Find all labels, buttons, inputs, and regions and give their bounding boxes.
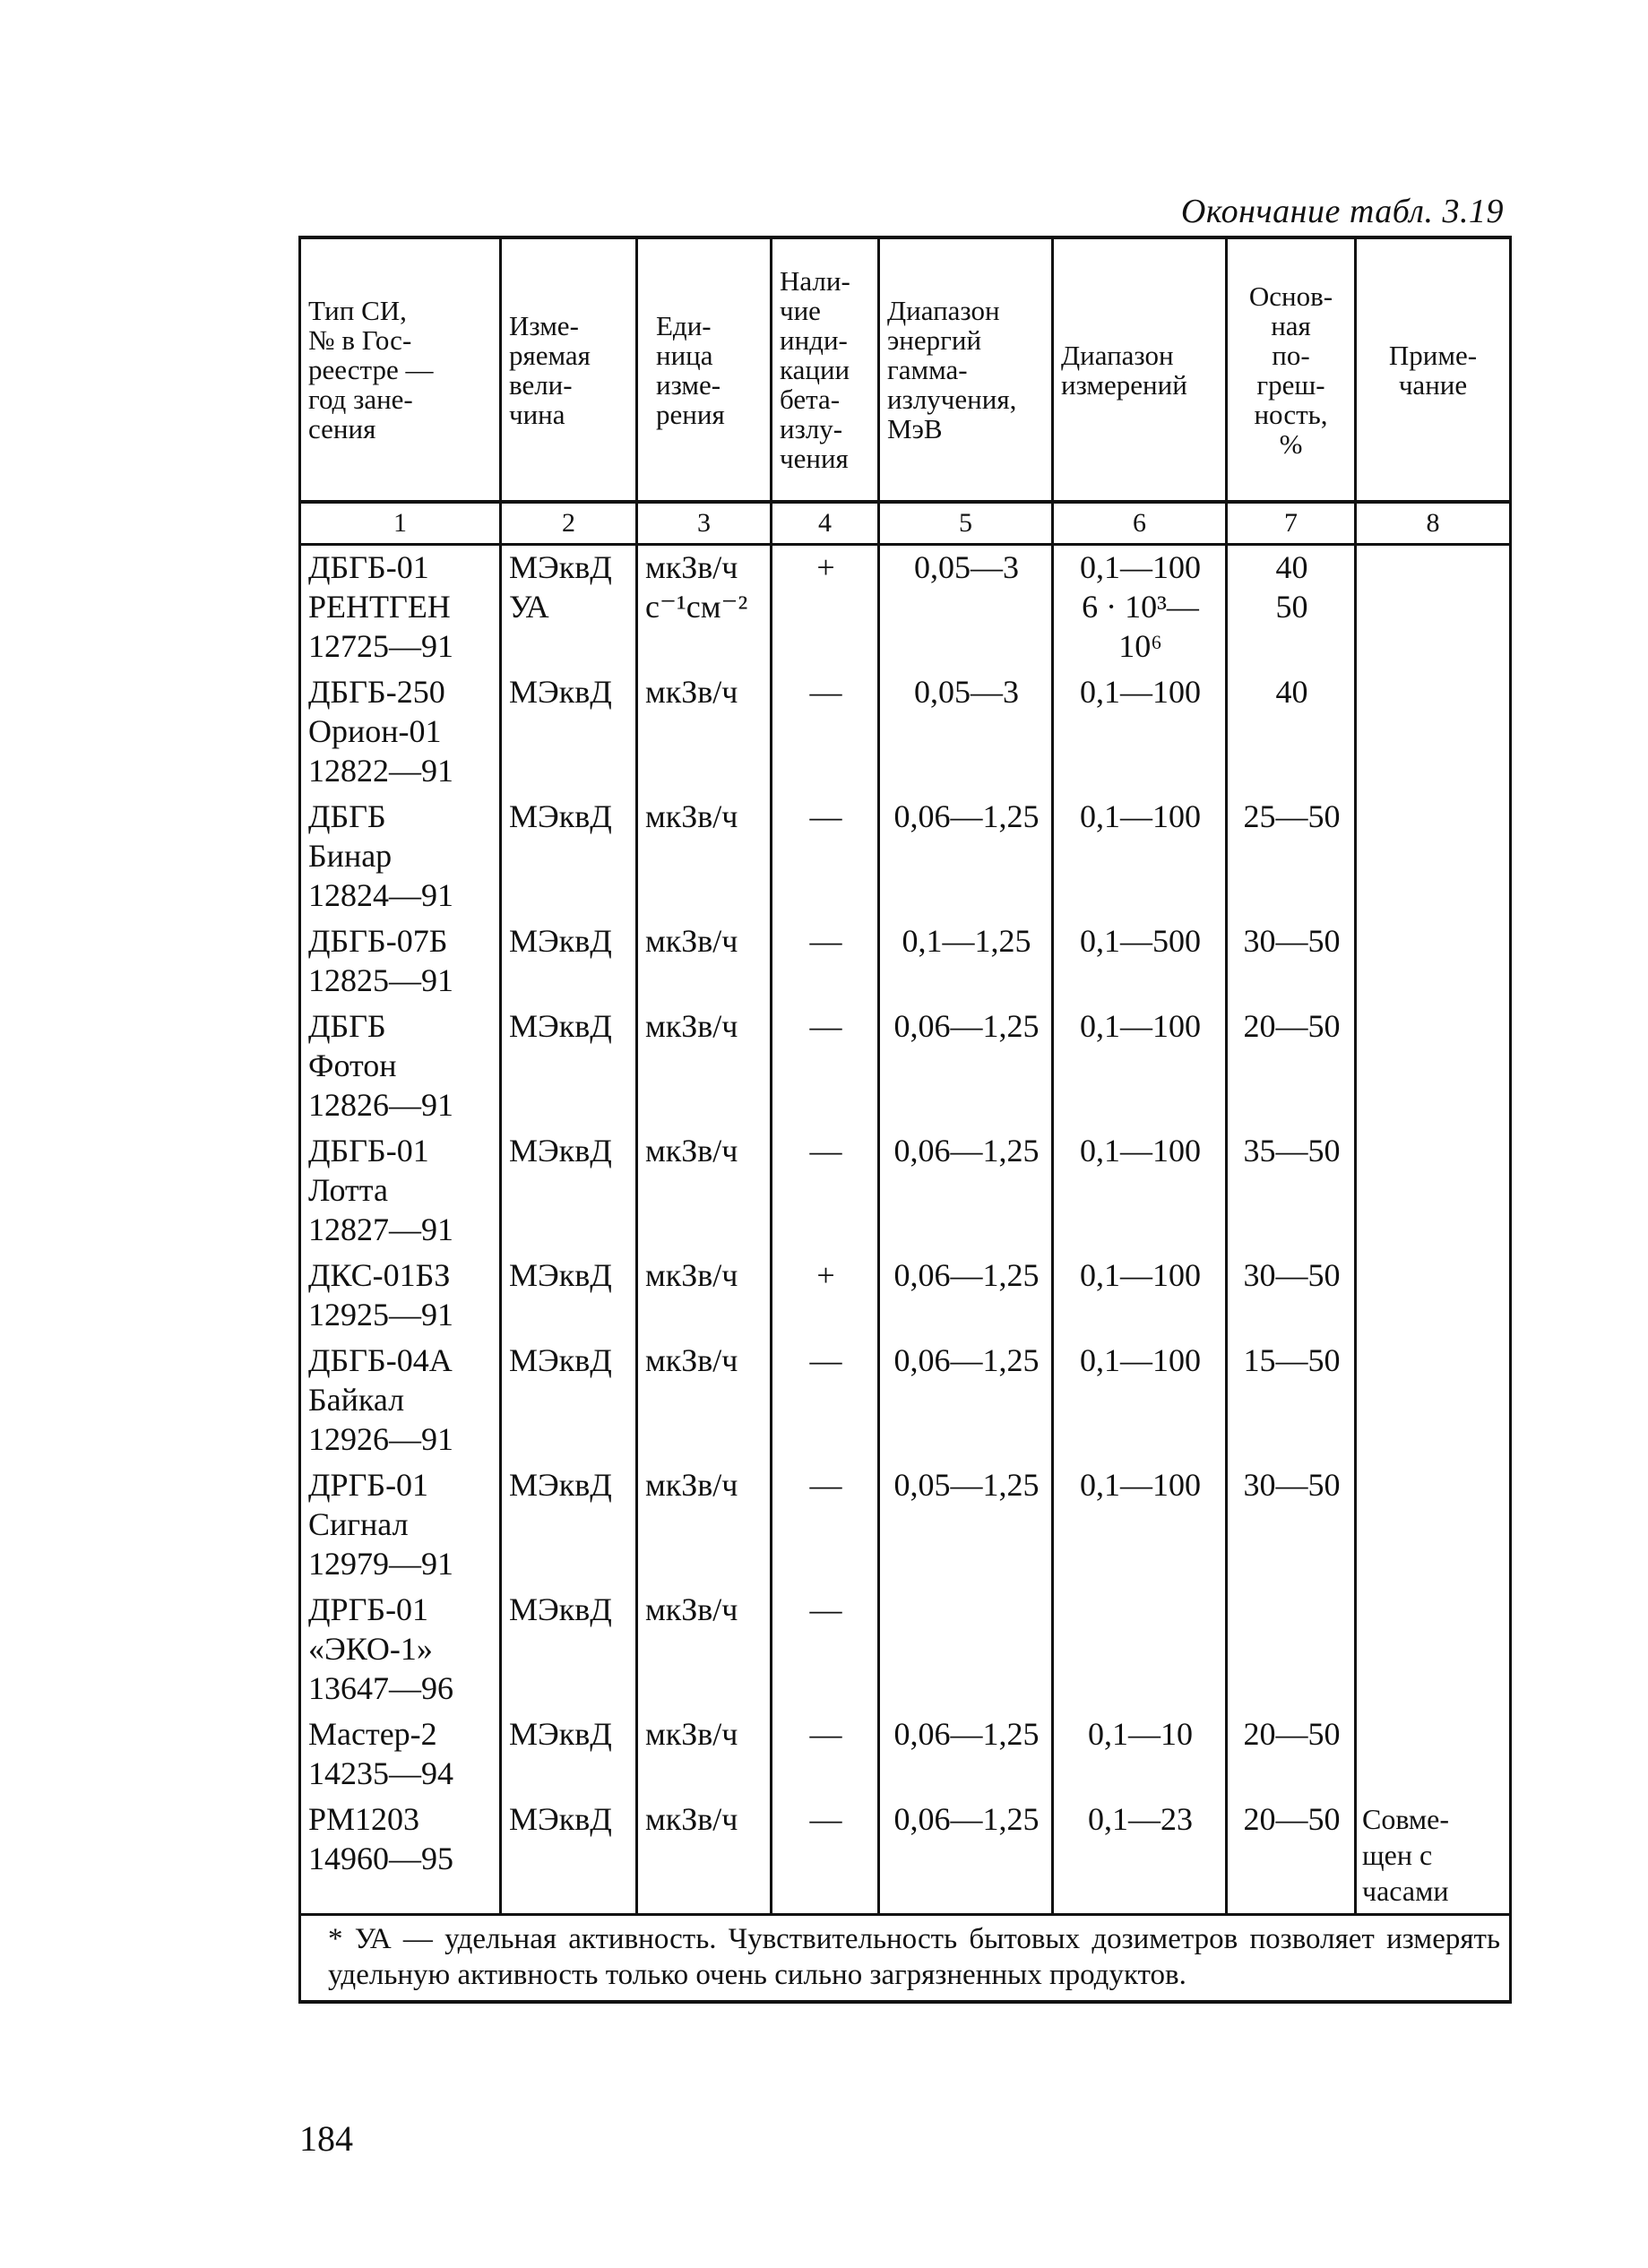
cell-basic-error: 35—50 [1227, 1129, 1356, 1254]
cell-unit: мкЗв/ч [637, 1005, 772, 1129]
cell-measured-quantity: МЭквД [501, 1588, 637, 1712]
cell-measured-quantity: МЭквД [501, 1254, 637, 1339]
table-row [300, 1339, 1511, 1463]
cell-beta-indication: + [772, 545, 879, 671]
cell-device-type: ДКС-01БЗ 12925—91 [300, 1254, 501, 1339]
cell-measurement-range: 0,1—100 [1053, 1129, 1227, 1254]
footnote-row [300, 1915, 1511, 2003]
column-number: 4 [772, 502, 879, 545]
cell-device-type: ДРГБ-01 Сигнал 12979—91 [300, 1463, 501, 1588]
cell-measurement-range: 0,1—100 [1053, 670, 1227, 795]
cell-basic-error: 30—50 [1227, 1254, 1356, 1339]
cell-unit: мкЗв/ч [637, 1712, 772, 1798]
cell-device-type: РМ1203 14960—95 [300, 1798, 501, 1915]
table-row [300, 1254, 1511, 1339]
column-number: 6 [1053, 502, 1227, 545]
cell-measured-quantity: МЭквД [501, 670, 637, 795]
cell-beta-indication: — [772, 1005, 879, 1129]
cell-energy-range [879, 1588, 1053, 1712]
cell-device-type: ДБГБ-250 Орион-01 12822—91 [300, 670, 501, 795]
header-beta: Нали- чие инди- кации бета- излу- чения [772, 237, 879, 502]
header-note: Приме- чание [1356, 237, 1511, 502]
table-row [300, 1005, 1511, 1129]
table-row [300, 1712, 1511, 1798]
cell-basic-error: 40 [1227, 670, 1356, 795]
cell-device-type: ДБГБ-07Б 12825—91 [300, 919, 501, 1005]
cell-unit: мкЗв/ч [637, 1463, 772, 1588]
cell-beta-indication: — [772, 1712, 879, 1798]
cell-energy-range: 0,05—1,25 [879, 1463, 1053, 1588]
cell-measurement-range: 0,1—100 6 · 10³—10⁶ [1053, 545, 1227, 671]
cell-unit: мкЗв/ч [637, 1339, 772, 1463]
table-row [300, 670, 1511, 795]
cell-note [1356, 1129, 1511, 1254]
cell-note [1356, 1712, 1511, 1798]
cell-energy-range: 0,05—3 [879, 545, 1053, 671]
cell-energy-range: 0,06—1,25 [879, 1712, 1053, 1798]
column-number: 2 [501, 502, 637, 545]
cell-measured-quantity: МЭквД [501, 1463, 637, 1588]
cell-basic-error: 20—50 [1227, 1005, 1356, 1129]
cell-measurement-range: 0,1—100 [1053, 1463, 1227, 1588]
header-range: Диапазон измерений [1053, 237, 1227, 502]
cell-measurement-range: 0,1—500 [1053, 919, 1227, 1005]
cell-basic-error: 15—50 [1227, 1339, 1356, 1463]
cell-measurement-range: 0,1—100 [1053, 1254, 1227, 1339]
header-energy: Диапазон энергий гамма- излучения, МэВ [879, 237, 1053, 502]
cell-beta-indication: — [772, 1129, 879, 1254]
table-row [300, 545, 1511, 671]
cell-beta-indication: — [772, 795, 879, 919]
cell-measurement-range: 0,1—100 [1053, 1005, 1227, 1129]
cell-device-type: ДБГБ-01 РЕНТГЕН 12725—91 [300, 545, 501, 671]
cell-beta-indication: — [772, 1798, 879, 1915]
cell-unit: мкЗв/ч с⁻¹см⁻² [637, 545, 772, 671]
cell-energy-range: 0,06—1,25 [879, 795, 1053, 919]
cell-unit: мкЗв/ч [637, 1588, 772, 1712]
cell-device-type: ДБГБ Бинар 12824—91 [300, 795, 501, 919]
cell-measurement-range: 0,1—100 [1053, 795, 1227, 919]
cell-measurement-range: 0,1—23 [1053, 1798, 1227, 1915]
column-number: 3 [637, 502, 772, 545]
cell-note [1356, 1005, 1511, 1129]
cell-beta-indication: — [772, 670, 879, 795]
cell-energy-range: 0,06—1,25 [879, 1798, 1053, 1915]
cell-device-type: ДРГБ-01 «ЭКО-1» 13647—96 [300, 1588, 501, 1712]
header-error: Основ- ная по- греш- ность, % [1227, 237, 1356, 502]
table-row [300, 1463, 1511, 1588]
header-quantity: Изме- ряемая вели- чина [501, 237, 637, 502]
cell-unit: мкЗв/ч [637, 919, 772, 1005]
cell-beta-indication: + [772, 1254, 879, 1339]
cell-measurement-range: 0,1—10 [1053, 1712, 1227, 1798]
cell-note: Совме- щен с часами [1356, 1798, 1511, 1915]
column-number: 8 [1356, 502, 1511, 545]
cell-basic-error: 30—50 [1227, 1463, 1356, 1588]
cell-device-type: ДБГБ Фотон 12826—91 [300, 1005, 501, 1129]
cell-beta-indication: — [772, 1588, 879, 1712]
page-number: 184 [299, 2118, 353, 2159]
table-row [300, 1798, 1511, 1915]
cell-energy-range: 0,06—1,25 [879, 1254, 1053, 1339]
cell-note [1356, 1339, 1511, 1463]
cell-beta-indication: — [772, 1339, 879, 1463]
cell-measured-quantity: МЭквД [501, 1005, 637, 1129]
cell-unit: мкЗв/ч [637, 1254, 772, 1339]
cell-beta-indication: — [772, 1463, 879, 1588]
cell-measured-quantity: МЭквД [501, 919, 637, 1005]
cell-measurement-range: 0,1—100 [1053, 1339, 1227, 1463]
cell-device-type: Мастер-2 14235—94 [300, 1712, 501, 1798]
cell-unit: мкЗв/ч [637, 670, 772, 795]
table-row [300, 795, 1511, 919]
cell-device-type: ДБГБ-04А Байкал 12926—91 [300, 1339, 501, 1463]
cell-measurement-range [1053, 1588, 1227, 1712]
cell-basic-error: 25—50 [1227, 795, 1356, 919]
cell-note [1356, 1254, 1511, 1339]
cell-measured-quantity: МЭквД [501, 795, 637, 919]
cell-energy-range: 0,06—1,25 [879, 1005, 1053, 1129]
header-unit: Еди- ница изме- рения [637, 237, 772, 502]
cell-unit: мкЗв/ч [637, 795, 772, 919]
cell-note [1356, 545, 1511, 671]
cell-note [1356, 795, 1511, 919]
header-type: Тип СИ, № в Гос- реестре — год зане- сения [300, 237, 501, 502]
cell-unit: мкЗв/ч [637, 1798, 772, 1915]
footnote: * УА — удельная активность. Чувствительность бытовых дозиметров позволяет измерять удельную активность только очень сильно загрязненных продуктов. [300, 1915, 1511, 2003]
cell-note [1356, 670, 1511, 795]
column-number: 7 [1227, 502, 1356, 545]
cell-note [1356, 919, 1511, 1005]
column-number: 5 [879, 502, 1053, 545]
table-body [300, 545, 1511, 1915]
cell-energy-range: 0,1—1,25 [879, 919, 1053, 1005]
column-number: 1 [300, 502, 501, 545]
table-header-row [300, 237, 1511, 502]
devices-table [298, 236, 1509, 2004]
cell-basic-error: 20—50 [1227, 1712, 1356, 1798]
cell-device-type: ДБГБ-01 Лотта 12827—91 [300, 1129, 501, 1254]
cell-measured-quantity: МЭквД [501, 1712, 637, 1798]
cell-basic-error: 40 50 [1227, 545, 1356, 671]
cell-note [1356, 1463, 1511, 1588]
cell-measured-quantity: МЭквД [501, 1798, 637, 1915]
table-row [300, 919, 1511, 1005]
cell-basic-error: 20—50 [1227, 1798, 1356, 1915]
cell-energy-range: 0,05—3 [879, 670, 1053, 795]
cell-measured-quantity: МЭквД [501, 1129, 637, 1254]
cell-basic-error: 30—50 [1227, 919, 1356, 1005]
cell-unit: мкЗв/ч [637, 1129, 772, 1254]
cell-energy-range: 0,06—1,25 [879, 1129, 1053, 1254]
table-row [300, 1129, 1511, 1254]
table-row [300, 1588, 1511, 1712]
cell-measured-quantity: МЭквД УА [501, 545, 637, 671]
column-number-row [300, 502, 1511, 545]
cell-measured-quantity: МЭквД [501, 1339, 637, 1463]
cell-basic-error [1227, 1588, 1356, 1712]
cell-beta-indication: — [772, 919, 879, 1005]
table-caption: Окончание табл. 3.19 [1180, 193, 1504, 230]
cell-energy-range: 0,06—1,25 [879, 1339, 1053, 1463]
cell-note [1356, 1588, 1511, 1712]
